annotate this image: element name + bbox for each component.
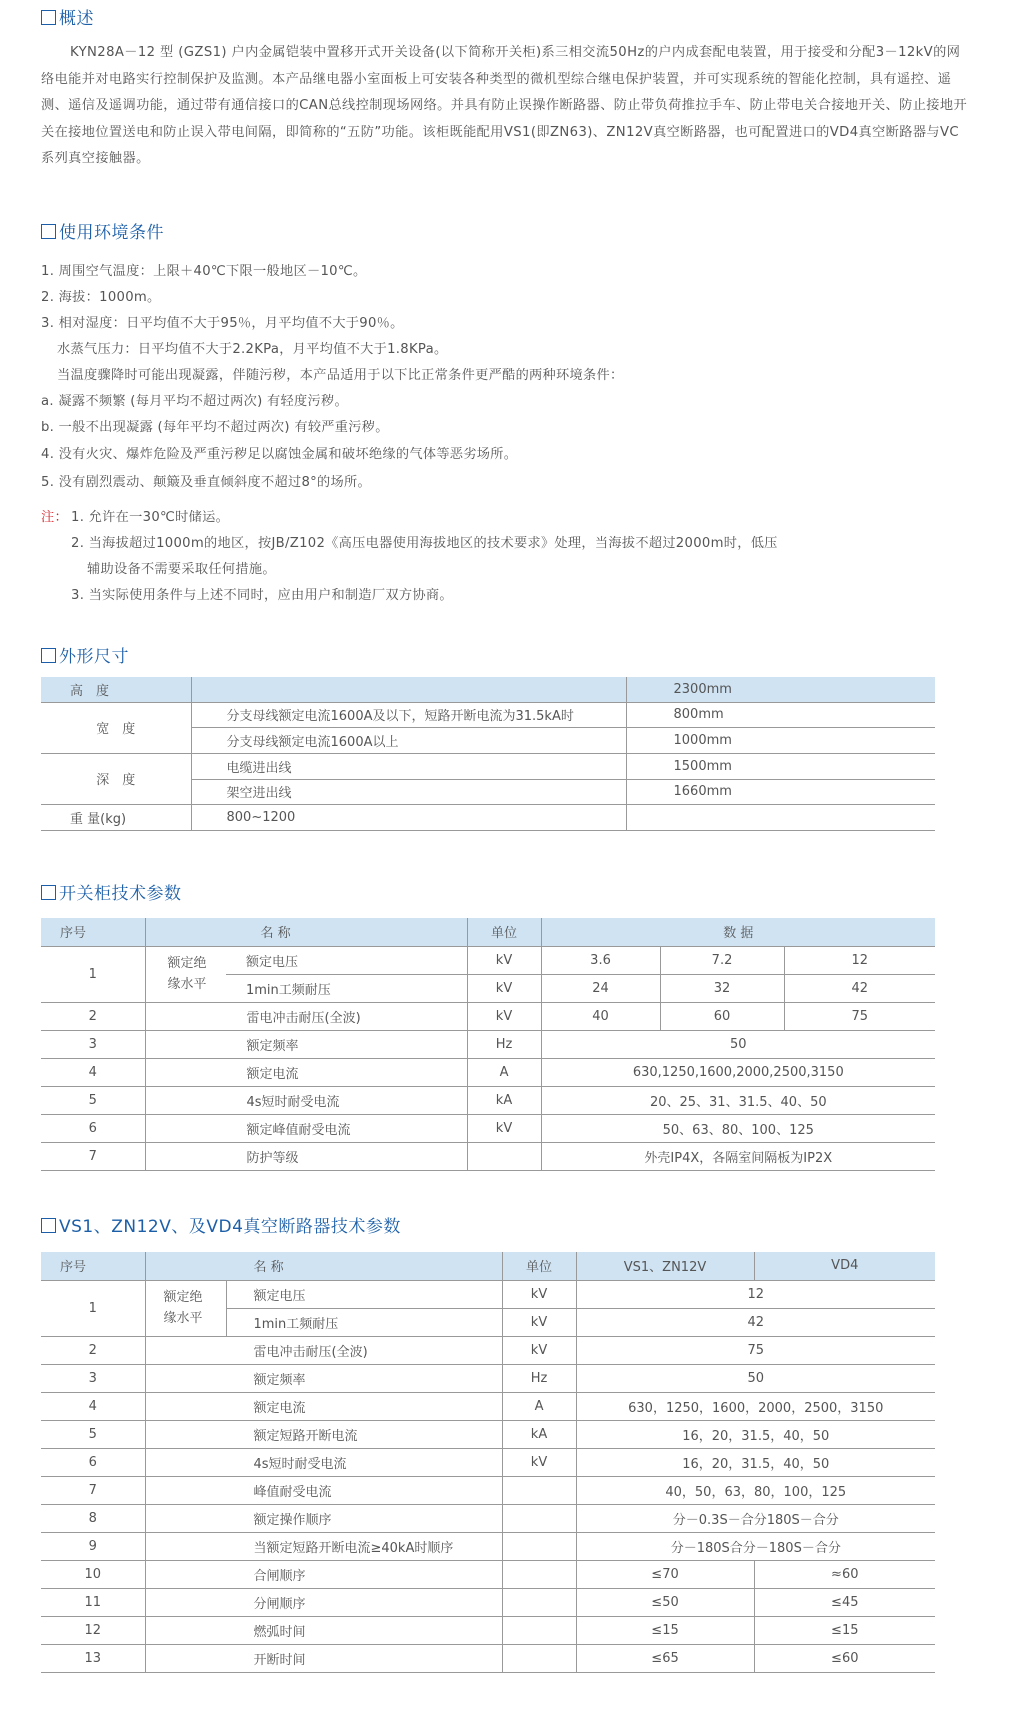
row-value-vs1: ≤15	[576, 1616, 754, 1644]
table-row	[41, 1616, 935, 1644]
table-row	[41, 804, 935, 830]
row-unit: kA	[502, 1420, 576, 1448]
row-value-vd4: ≤15	[754, 1616, 935, 1644]
env-line: 当温度骤降时可能出现凝露，伴随污秽，本产品适用于以下比正常条件更严酷的两种环境条件：	[57, 368, 624, 383]
heading-text: 使用环境条件	[59, 223, 164, 243]
env-line: b. 一般不出现凝露 (每年平均不超过两次) 有较严重污秽。	[41, 420, 389, 435]
row-no: 8	[41, 1504, 145, 1532]
row-unit: kV	[467, 974, 541, 1002]
row-no: 12	[41, 1616, 145, 1644]
width-value: 1000mm	[626, 727, 935, 753]
note-line: 1. 允许在一30℃时储运。	[71, 510, 230, 525]
note-line: 2. 当海拔超过1000m的地区，按JB/Z102《高压电器使用海拔地区的技术要求》处理，当海拔不超过2000m时，低压	[71, 536, 778, 551]
row-value-vs1: ≤70	[576, 1560, 754, 1588]
row-unit	[502, 1476, 576, 1504]
row-value: 50	[541, 1030, 935, 1058]
heading-text: 开关柜技术参数	[59, 884, 182, 904]
row-value: 7.2	[660, 946, 784, 974]
table-row	[41, 1114, 935, 1142]
row-value: 分－180S合分－180S－合分	[576, 1532, 935, 1560]
table-row	[41, 1476, 935, 1504]
row-unit: kV	[502, 1280, 576, 1308]
checkbox-square-icon	[41, 648, 56, 663]
heading-text: 外形尺寸	[59, 647, 129, 667]
env-line: 5. 没有剧烈震动、颠簸及垂直倾斜度不超过8°的场所。	[41, 475, 371, 490]
insulation-level-label	[145, 946, 226, 1002]
row-unit: kV	[502, 1308, 576, 1336]
col-unit: 单位	[502, 1252, 576, 1280]
table-row	[41, 753, 935, 779]
dimensions-table	[41, 677, 935, 831]
row-unit: A	[502, 1392, 576, 1420]
row-name: 额定电流	[145, 1392, 502, 1420]
row-value: 32	[660, 974, 784, 1002]
env-line: a. 凝露不频繁 (每月平均不超过两次) 有轻度污秽。	[41, 394, 348, 409]
row-value: 3.6	[541, 946, 660, 974]
depth-label: 深 度	[41, 753, 191, 804]
row-no: 10	[41, 1560, 145, 1588]
col-data: 数 据	[541, 918, 935, 946]
row-unit: Hz	[502, 1364, 576, 1392]
section-heading-overview	[41, 4, 94, 29]
row-no: 7	[41, 1476, 145, 1504]
row-no: 3	[41, 1030, 145, 1058]
table-row	[41, 1392, 935, 1420]
row-name: 雷电冲击耐压(全波)	[145, 1336, 502, 1364]
row-unit: kV	[502, 1336, 576, 1364]
row-no: 3	[41, 1364, 145, 1392]
table-row	[41, 1280, 935, 1308]
row-name: 额定电压	[226, 946, 467, 974]
row-no: 1	[41, 1280, 145, 1336]
table-row	[41, 1588, 935, 1616]
row-name: 开断时间	[145, 1644, 502, 1672]
row-no: 2	[41, 1336, 145, 1364]
row-unit: Hz	[467, 1030, 541, 1058]
width-label: 宽 度	[41, 702, 191, 753]
table-row	[41, 1058, 935, 1086]
row-unit	[502, 1504, 576, 1532]
height-label: 高 度	[41, 677, 191, 702]
row-value: 630，1250，1600，2000，2500，3150	[576, 1392, 935, 1420]
label-part: 缘水平	[163, 1311, 203, 1326]
switchgear-table	[41, 918, 935, 1171]
row-value: 16，20，31.5，40，50	[576, 1420, 935, 1448]
depth-value: 1660mm	[626, 779, 935, 804]
row-no: 13	[41, 1644, 145, 1672]
breaker-table	[41, 1252, 935, 1673]
row-value: 60	[660, 1002, 784, 1030]
row-name: 雷电冲击耐压(全波)	[145, 1002, 467, 1030]
col-name: 名 称	[145, 1252, 502, 1280]
overview-paragraph: KYN28A－12 型 (GZS1) 户内金属铠装中置移开式开关设备(以下简称开关柜)系三相交流50Hz的户内成套配电装置，用于接受和分配3－12kV的网络电能并对电路实行控制保护及监测。本产品继电器小室面板上可安装各种类型的微机型综合继电保护装置，并可实现系统的智能化控制，具有遥控、遥测、遥信及遥调功能，通过带有通信接口的CAN总线控制现场网络。并具有防止误操作断路器、防止带负荷推拉手车、防止带电关合接地开关、防止接地开关在接地位置送电和防止误入带电间隔，即简称的“五防”功能。该柜既能配用VS1(即ZN63)、ZN12V真空断路器，也可配置进口的VD4真空断路器与VC系列真空接触器。	[41, 45, 968, 166]
depth-cond: 电缆进出线	[191, 753, 626, 779]
col-vd4: VD4	[754, 1252, 935, 1280]
label-part: 额定绝	[167, 956, 207, 971]
section-heading-breaker	[41, 1212, 401, 1237]
row-value: 24	[541, 974, 660, 1002]
row-no: 11	[41, 1588, 145, 1616]
row-name: 额定电压	[226, 1280, 502, 1308]
row-no: 6	[41, 1114, 145, 1142]
row-no: 4	[41, 1392, 145, 1420]
checkbox-square-icon	[41, 224, 56, 239]
width-cond: 分支母线额定电流1600A以上	[191, 727, 626, 753]
row-value: 75	[576, 1336, 935, 1364]
env-line: 水蒸气压力：日平均值不大于2.2KPa，月平均值不大于1.8KPa。	[57, 342, 448, 357]
table-row	[41, 1420, 935, 1448]
note-line: 3. 当实际使用条件与上述不同时，应由用户和制造厂双方协商。	[71, 588, 453, 603]
row-name: 额定电流	[145, 1058, 467, 1086]
section-heading-dimensions	[41, 642, 129, 667]
row-value-vs1: ≤50	[576, 1588, 754, 1616]
table-row	[41, 1086, 935, 1114]
row-unit: kA	[467, 1086, 541, 1114]
col-vs1: VS1、ZN12V	[576, 1252, 754, 1280]
row-unit: kV	[467, 1002, 541, 1030]
row-value: 75	[784, 1002, 935, 1030]
row-unit	[502, 1588, 576, 1616]
checkbox-square-icon	[41, 1218, 56, 1233]
row-name: 1min工频耐压	[226, 974, 467, 1002]
row-unit	[502, 1560, 576, 1588]
table-row	[41, 702, 935, 727]
label-part: 额定绝	[163, 1290, 203, 1305]
row-name: 防护等级	[145, 1142, 467, 1170]
row-name: 分闸顺序	[145, 1588, 502, 1616]
row-no: 1	[41, 946, 145, 1002]
env-line: 4. 没有火灾、爆炸危险及严重污秽足以腐蚀金属和破坏绝缘的气体等恶劣场所。	[41, 447, 518, 462]
row-name: 额定操作顺序	[145, 1504, 502, 1532]
row-no: 2	[41, 1002, 145, 1030]
row-value: 40	[541, 1002, 660, 1030]
table-row	[41, 1504, 935, 1532]
row-no: 5	[41, 1086, 145, 1114]
row-name: 峰值耐受电流	[145, 1476, 502, 1504]
col-name: 名 称	[145, 918, 467, 946]
table-row	[41, 1532, 935, 1560]
checkbox-square-icon	[41, 885, 56, 900]
row-value: 分－0.3S－合分180S－合分	[576, 1504, 935, 1532]
row-unit	[467, 1142, 541, 1170]
row-no: 7	[41, 1142, 145, 1170]
depth-value: 1500mm	[626, 753, 935, 779]
row-unit: kV	[502, 1448, 576, 1476]
row-no: 5	[41, 1420, 145, 1448]
row-no: 6	[41, 1448, 145, 1476]
row-value: 630,1250,1600,2000,2500,3150	[541, 1058, 935, 1086]
row-value-vs1: ≤65	[576, 1644, 754, 1672]
row-value: 12	[784, 946, 935, 974]
weight-value: 800~1200	[191, 804, 626, 830]
col-unit: 单位	[467, 918, 541, 946]
row-value: 外壳IP4X，各隔室间隔板为IP2X	[541, 1142, 935, 1170]
table-header-row	[41, 918, 935, 946]
checkbox-square-icon	[41, 10, 56, 25]
row-value: 12	[576, 1280, 935, 1308]
table-header-row	[41, 1252, 935, 1280]
table-row	[41, 946, 935, 974]
row-value: 50	[576, 1364, 935, 1392]
heading-text: VS1、ZN12V、及VD4真空断路器技术参数	[59, 1217, 401, 1237]
table-row	[41, 1142, 935, 1170]
weight-label: 重 量(kg)	[41, 804, 191, 830]
row-name: 额定短路开断电流	[145, 1420, 502, 1448]
section-heading-switchgear	[41, 879, 182, 904]
row-name: 额定频率	[145, 1030, 467, 1058]
height-cond	[191, 677, 626, 702]
row-name: 当额定短路开断电流≥40kA时顺序	[145, 1532, 502, 1560]
heading-text: 概述	[59, 9, 94, 29]
table-row	[41, 677, 935, 702]
row-name: 4s短时耐受电流	[145, 1086, 467, 1114]
row-value-vd4: ≤60	[754, 1644, 935, 1672]
row-name: 额定频率	[145, 1364, 502, 1392]
note-label: 注：	[41, 510, 68, 525]
col-no: 序号	[41, 918, 145, 946]
row-name: 合闸顺序	[145, 1560, 502, 1588]
insulation-level-label	[145, 1280, 226, 1336]
table-row	[41, 1644, 935, 1672]
row-value: 16，20，31.5，40，50	[576, 1448, 935, 1476]
row-name: 1min工频耐压	[226, 1308, 502, 1336]
row-name: 4s短时耐受电流	[145, 1448, 502, 1476]
table-row	[41, 1002, 935, 1030]
row-value-vd4: ≤45	[754, 1588, 935, 1616]
table-row	[41, 1448, 935, 1476]
note-line: 辅助设备不需要采取任何措施。	[87, 562, 276, 577]
row-unit	[502, 1532, 576, 1560]
row-unit	[502, 1616, 576, 1644]
weight-empty	[626, 804, 935, 830]
row-value: 42	[576, 1308, 935, 1336]
depth-cond: 架空进出线	[191, 779, 626, 804]
row-name: 额定峰值耐受电流	[145, 1114, 467, 1142]
row-unit	[502, 1644, 576, 1672]
row-no: 9	[41, 1532, 145, 1560]
table-row	[41, 1560, 935, 1588]
table-row	[41, 1364, 935, 1392]
env-line: 2. 海拔：1000m。	[41, 290, 161, 305]
width-cond: 分支母线额定电流1600A及以下，短路开断电流为31.5kA时	[191, 702, 626, 727]
width-value: 800mm	[626, 702, 935, 727]
height-value: 2300mm	[626, 677, 935, 702]
row-value: 42	[784, 974, 935, 1002]
label-part: 缘水平	[167, 977, 207, 992]
env-line: 1. 周围空气温度：上限＋40℃下限一般地区－10℃。	[41, 264, 367, 279]
row-value: 50、63、80、100、125	[541, 1114, 935, 1142]
row-name: 燃弧时间	[145, 1616, 502, 1644]
row-unit: kV	[467, 1114, 541, 1142]
row-value: 40，50，63，80，100，125	[576, 1476, 935, 1504]
env-line: 3. 相对湿度：日平均值不大于95％，月平均值不大于90％。	[41, 316, 404, 331]
table-row	[41, 1030, 935, 1058]
row-unit: A	[467, 1058, 541, 1086]
section-heading-environment	[41, 218, 164, 243]
row-value: 20、25、31、31.5、40、50	[541, 1086, 935, 1114]
row-unit: kV	[467, 946, 541, 974]
row-value-vd4: ≈60	[754, 1560, 935, 1588]
row-no: 4	[41, 1058, 145, 1086]
table-row	[41, 1336, 935, 1364]
col-no: 序号	[41, 1252, 145, 1280]
